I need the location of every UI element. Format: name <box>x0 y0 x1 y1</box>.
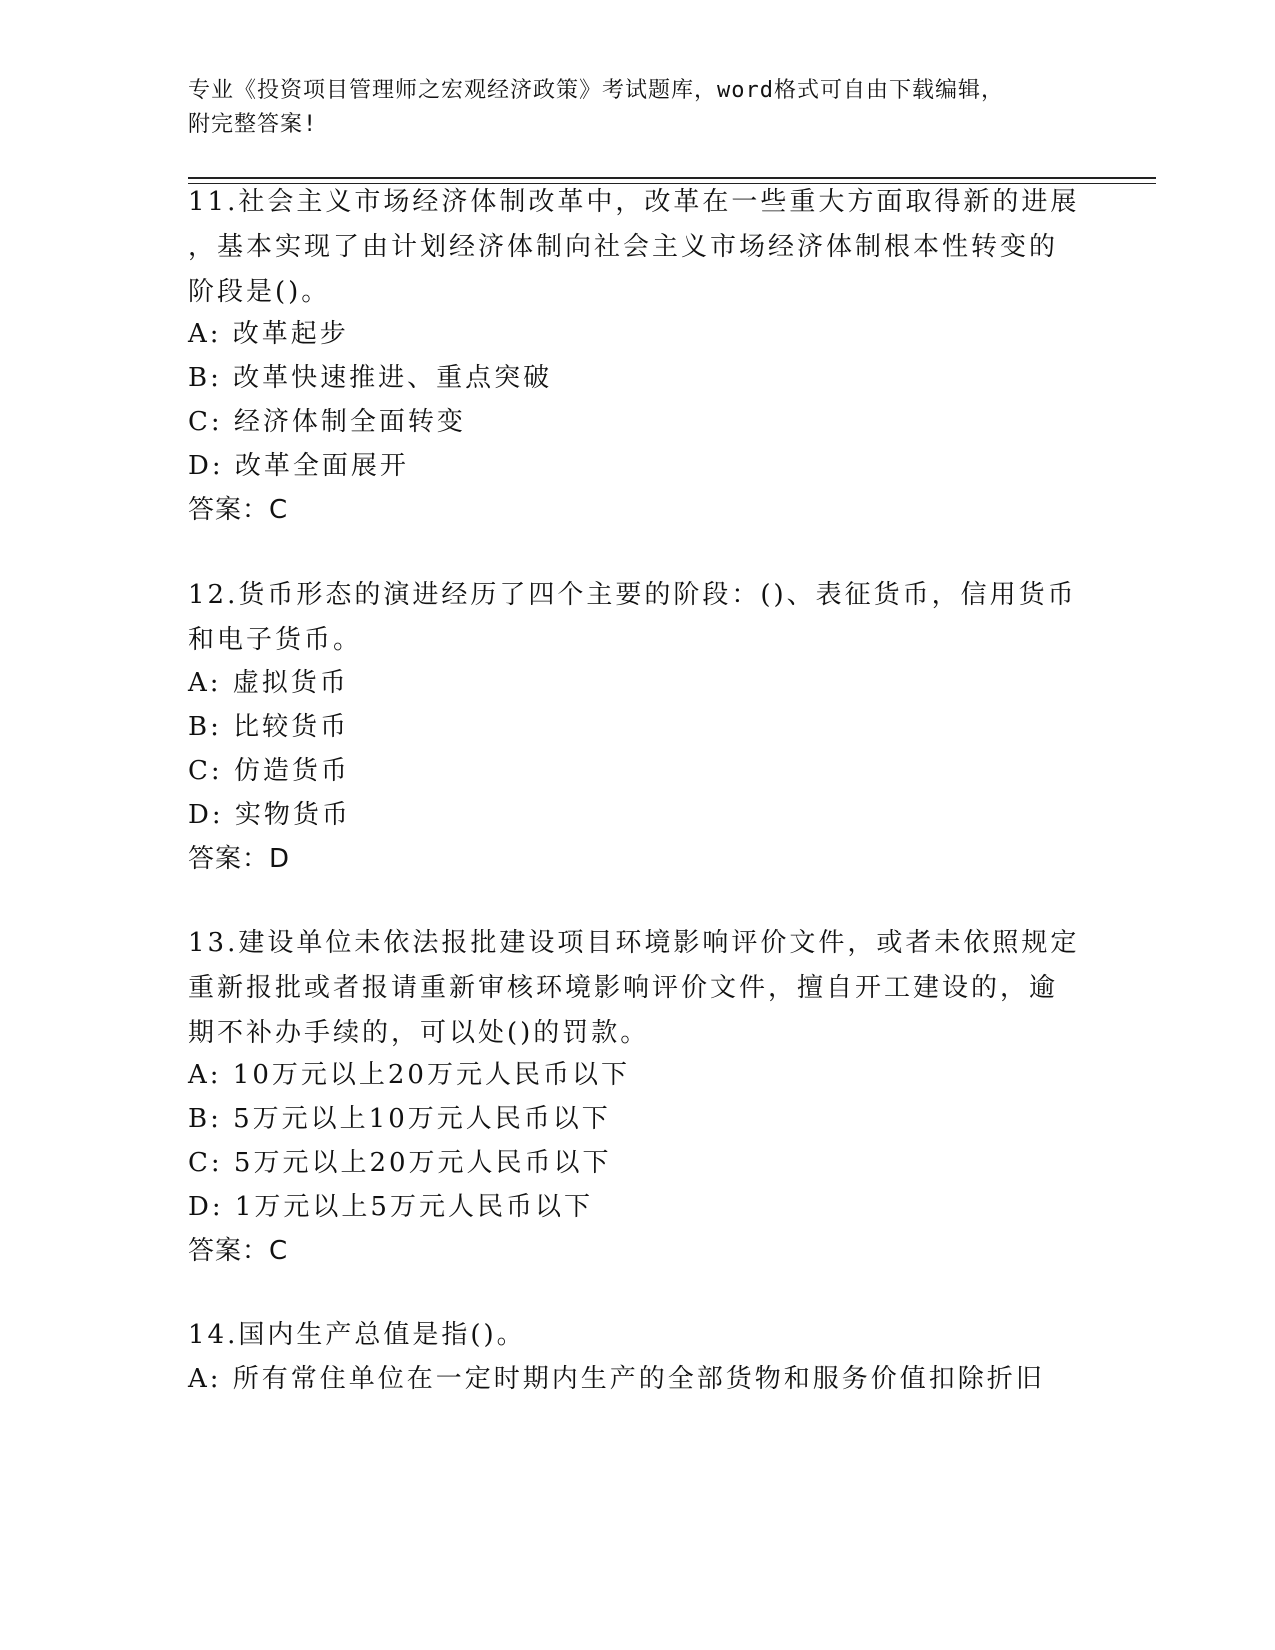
question-stem-line: 14.国内生产总值是指()。 <box>188 1320 526 1350</box>
question-11-answer: 答案：C <box>188 495 289 525</box>
question-11-option-d: D: 改革全面展开 <box>188 451 409 481</box>
question-14-option-a: A: 所有常住单位在一定时期内生产的全部货物和服务价值扣除折旧 <box>188 1364 1045 1394</box>
question-11-stem <box>188 180 1088 315</box>
question-14-stem <box>188 1313 1088 1358</box>
question-12-option-b: B: 比较货币 <box>188 712 350 742</box>
question-13-option-a: A: 10万元以上20万元人民币以下 <box>188 1060 630 1090</box>
header-line-1: 专业《投资项目管理师之宏观经济政策》考试题库，word格式可自由下载编辑， <box>188 78 1004 103</box>
question-stem-line: 13.建设单位未依法报批建设项目环境影响评价文件，或者未依照规定 <box>188 928 1080 958</box>
question-13-answer: 答案：C <box>188 1236 289 1266</box>
question-13-option-b: B: 5万元以上10万元人民币以下 <box>188 1104 611 1134</box>
question-stem-line: 和电子货币。 <box>188 625 363 655</box>
question-stem-line: 11.社会主义市场经济体制改革中，改革在一些重大方面取得新的进展 <box>188 187 1080 217</box>
header-divider-thick <box>188 177 1156 179</box>
question-13-option-d: D: 1万元以上5万元人民币以下 <box>188 1192 593 1222</box>
question-13-stem <box>188 921 1088 1056</box>
question-12-answer: 答案：D <box>188 844 291 874</box>
question-stem-line: 期不补办手续的，可以处()的罚款。 <box>188 1018 650 1048</box>
question-12-option-a: A: 虚拟货币 <box>188 668 349 698</box>
question-stem-line: 重新报批或者报请重新审核环境影响评价文件，擅自开工建设的，逾 <box>188 973 1059 1003</box>
question-stem-line: ，基本实现了由计划经济体制向社会主义市场经济体制根本性转变的 <box>188 232 1059 262</box>
question-12-option-c: C: 仿造货币 <box>188 756 350 786</box>
document-header <box>188 74 1068 142</box>
question-11-option-c: C: 经济体制全面转变 <box>188 407 466 437</box>
question-stem-line: 12.货币形态的演进经历了四个主要的阶段：()、表征货币，信用货币 <box>188 580 1077 610</box>
question-12-option-d: D: 实物货币 <box>188 800 351 830</box>
question-11-option-a: A: 改革起步 <box>188 319 349 349</box>
question-12-stem <box>188 573 1088 663</box>
question-stem-line: 阶段是()。 <box>188 277 331 307</box>
question-13-option-c: C: 5万元以上20万元人民币以下 <box>188 1148 612 1178</box>
question-11-option-b: B: 改革快速推进、重点突破 <box>188 363 553 393</box>
header-line-2: 附完整答案! <box>188 112 318 137</box>
